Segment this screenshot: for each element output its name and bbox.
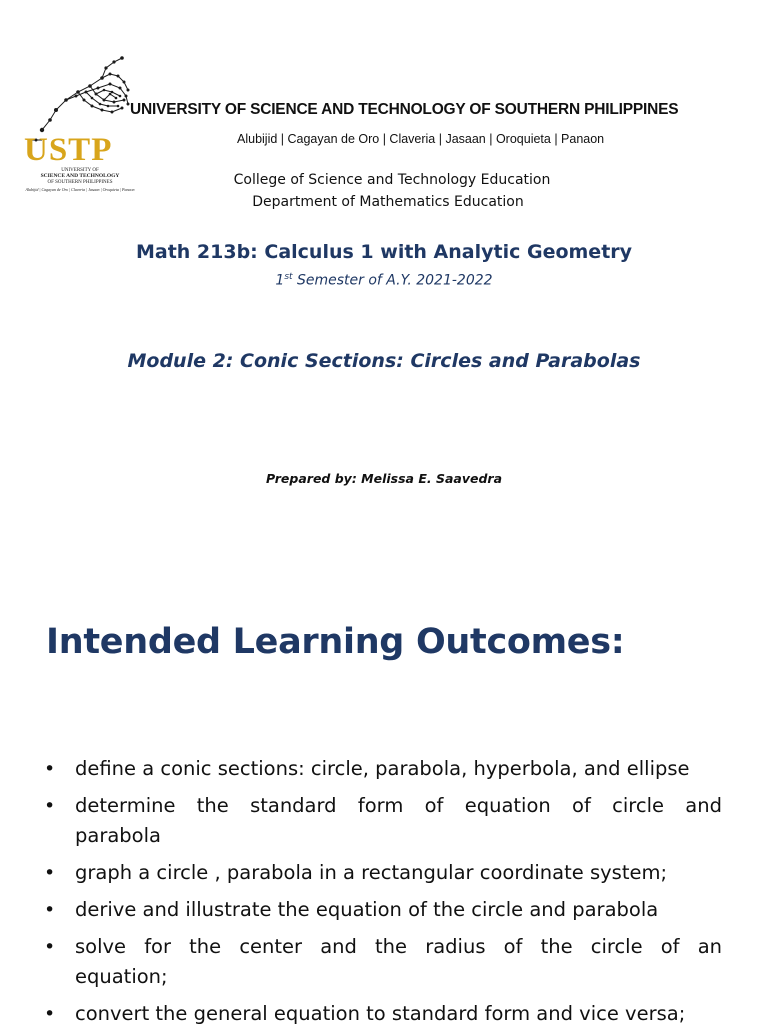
outcomes-list [44, 754, 722, 1036]
bullet-icon: • [44, 758, 56, 780]
outcome-text-continued: parabola [75, 824, 161, 847]
department-name: Department of Mathematics Education [252, 194, 524, 210]
outcome-text-continued: equation; [75, 965, 168, 988]
outcome-text: graph a circle , parabola in a rectangular coordinate system; [75, 861, 668, 884]
outcomes-slide [0, 576, 768, 1024]
bullet-icon: • [44, 936, 56, 958]
semester-line [0, 272, 768, 289]
semester-suffix: st [284, 272, 293, 282]
campus-list: Alubijid | Cagayan de Oro | Claveria | Jasaan | Oroquieta | Panaon [237, 132, 605, 146]
list-item [44, 895, 722, 925]
bullet-icon: • [44, 899, 56, 921]
university-name: UNIVERSITY OF SCIENCE AND TECHNOLOGY OF SOUTHERN PHILIPPINES [130, 101, 679, 118]
outcome-text: convert the general equation to standard form and vice versa; [75, 1002, 686, 1025]
list-item [44, 932, 722, 992]
list-item [44, 791, 722, 851]
list-item [44, 999, 722, 1029]
prepared-by: Prepared by: Melissa E. Saavedra [265, 471, 503, 486]
logo-subtitle-2: SCIENCE AND TECHNOLOGY [40, 173, 120, 179]
list-item [44, 754, 722, 784]
module-title: Module 2: Conic Sections: Circles and Parabolas [127, 350, 641, 372]
bullet-icon: • [44, 862, 56, 884]
semester-ordinal: 1 [275, 272, 285, 289]
college-name: College of Science and Technology Education [233, 172, 551, 188]
logo-subtitle-1: UNIVERSITY OF [61, 168, 99, 173]
outcome-text: define a conic sections: circle, parabola, hyperbola, and ellipse [75, 757, 690, 780]
course-title: Math 213b: Calculus 1 with Analytic Geometry [135, 241, 633, 263]
bullet-icon: • [44, 795, 56, 817]
outcomes-title: Intended Learning Outcomes: [46, 622, 625, 662]
outcome-text: solve for the center and the radius of the circle of an [75, 935, 722, 958]
title-slide [0, 0, 768, 512]
logo-wordmark: USTP [24, 132, 113, 168]
outcome-text: determine the standard form of equation of circle and [75, 794, 722, 817]
semester-text: Semester of A.Y. 2021-2022 [292, 272, 493, 289]
bullet-icon: • [44, 1003, 56, 1025]
logo-subtitle-3: OF SOUTHERN PHILIPPINES [47, 180, 113, 185]
list-item [44, 858, 722, 888]
logo-subtitle-4: Alubijid | Cagayan de Oro | Claveria | Jasaan | Oroquieta | Panaon [25, 187, 135, 192]
outcome-text: derive and illustrate the equation of the circle and parabola [75, 898, 659, 921]
